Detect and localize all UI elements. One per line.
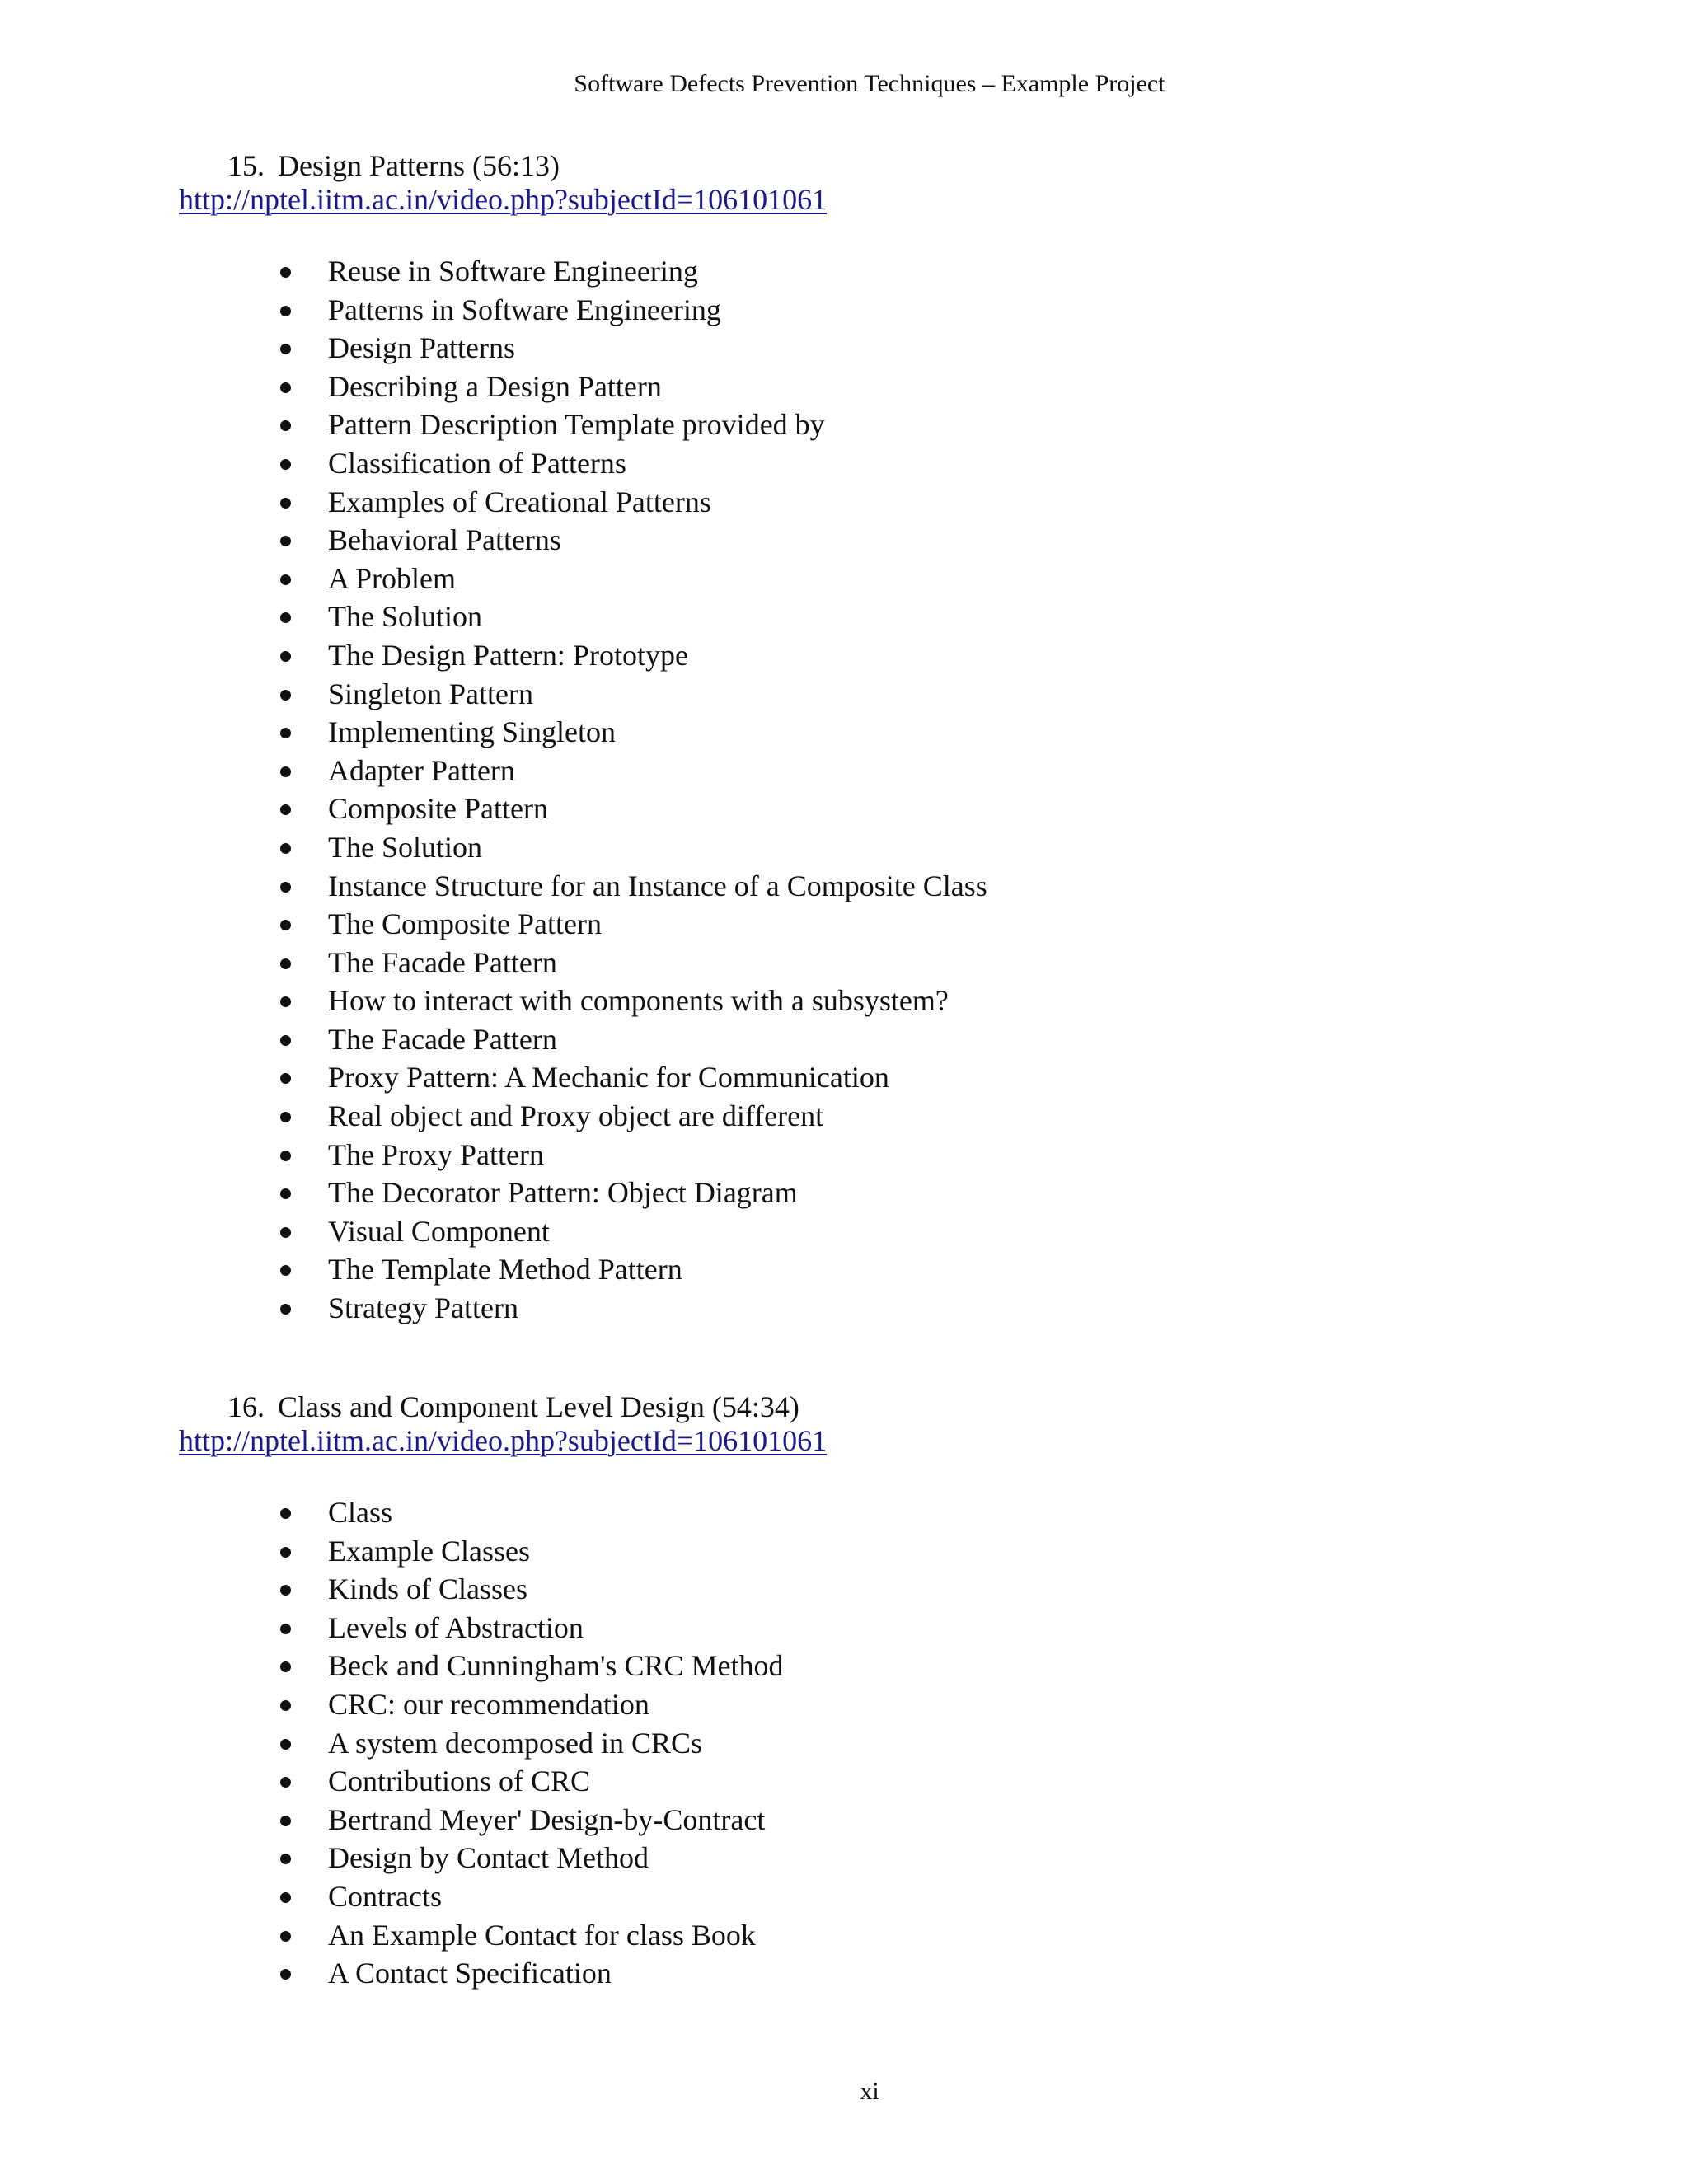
bullet-icon — [280, 1151, 291, 1161]
bullet-icon — [280, 1700, 291, 1711]
section-heading — [227, 1388, 799, 1426]
list-item-text: Example Classes — [328, 1534, 530, 1568]
list-item — [277, 867, 987, 906]
list-item-text: The Decorator Pattern: Object Diagram — [328, 1176, 798, 1210]
bullet-icon — [280, 1661, 291, 1672]
bullet-icon — [280, 1073, 291, 1084]
page-number: xi — [860, 2078, 879, 2105]
list-item-text: A Contact Specification — [328, 1957, 612, 1990]
bullet-icon — [280, 843, 291, 854]
list-item — [277, 368, 987, 406]
list-item-text: Reuse in Software Engineering — [328, 255, 698, 288]
bullet-icon — [280, 1931, 291, 1942]
list-item — [277, 598, 987, 636]
list-item-text: The Composite Pattern — [328, 907, 602, 941]
bullet-icon — [280, 382, 291, 393]
list-item — [277, 1493, 783, 1532]
list-item-text: Beck and Cunningham's CRC Method — [328, 1649, 784, 1683]
bullet-icon — [280, 1854, 291, 1864]
section-number: 15. — [227, 149, 265, 182]
list-item-text: Contracts — [328, 1879, 442, 1913]
list-item — [277, 521, 987, 560]
section-video-link[interactable]: http://nptel.iitm.ac.in/video.php?subjectId=106101061 — [179, 1424, 828, 1457]
list-item-text: The Facade Pattern — [328, 945, 557, 979]
bullet-icon — [280, 958, 291, 969]
bullet-icon — [280, 1624, 291, 1634]
bullet-icon — [280, 536, 291, 546]
bullet-icon — [280, 459, 291, 470]
section-heading — [227, 147, 560, 185]
bullet-icon — [280, 1265, 291, 1276]
list-item — [277, 560, 987, 598]
list-item — [277, 1801, 783, 1840]
list-item — [277, 1136, 987, 1174]
list-item-text: Class — [328, 1496, 393, 1529]
list-item — [277, 905, 987, 944]
list-item — [277, 291, 987, 330]
list-item-text: An Example Contact for class Book — [328, 1918, 756, 1952]
list-item — [277, 1839, 783, 1877]
list-item-text: Adapter Pattern — [328, 753, 515, 787]
list-item-text: A system decomposed in CRCs — [328, 1726, 703, 1760]
list-item — [277, 1532, 783, 1571]
bullet-icon — [280, 267, 291, 278]
list-item — [277, 1762, 783, 1801]
list-item-text: Pattern Description Template provided by — [328, 408, 825, 442]
bullet-icon — [280, 420, 291, 431]
topic-list — [277, 252, 987, 1328]
list-item-text: Design by Contact Method — [328, 1841, 649, 1875]
bullet-icon — [280, 574, 291, 585]
bullet-icon — [280, 1816, 291, 1826]
list-item-text: Real object and Proxy object are different — [328, 1099, 824, 1133]
list-item-text: Visual Component — [328, 1214, 550, 1248]
bullet-icon — [280, 1892, 291, 1903]
list-item-text: The Solution — [328, 830, 482, 864]
list-item — [277, 1685, 783, 1724]
list-item — [277, 675, 987, 714]
list-item-text: How to interact with components with a subsystem? — [328, 984, 949, 1018]
section-video-link[interactable]: http://nptel.iitm.ac.in/video.php?subjectId=106101061 — [179, 183, 828, 216]
running-header: Software Defects Prevention Techniques – Example Project — [574, 70, 1165, 97]
list-item-text: Contributions of CRC — [328, 1765, 591, 1798]
list-item — [277, 1097, 987, 1136]
bullet-icon — [280, 1035, 291, 1046]
topic-list — [277, 1493, 783, 1993]
bullet-icon — [280, 1777, 291, 1788]
list-item-text: Composite Pattern — [328, 792, 548, 826]
bullet-icon — [280, 1969, 291, 1980]
list-item — [277, 1877, 783, 1916]
list-item — [277, 1020, 987, 1059]
bullet-icon — [280, 1304, 291, 1315]
list-item-text: Kinds of Classes — [328, 1572, 528, 1606]
list-item-text: CRC: our recommendation — [328, 1687, 649, 1721]
section-title: Class and Component Level Design (54:34) — [278, 1390, 799, 1423]
list-item — [277, 252, 987, 291]
bullet-icon — [280, 498, 291, 509]
list-item — [277, 1289, 987, 1328]
list-item-text: Implementing Singleton — [328, 715, 616, 749]
bullet-icon — [280, 1547, 291, 1558]
bullet-icon — [280, 996, 291, 1007]
list-item — [277, 405, 987, 444]
list-item — [277, 1058, 987, 1097]
bullet-icon — [280, 612, 291, 623]
list-item — [277, 944, 987, 982]
bullet-icon — [280, 651, 291, 662]
list-item-text: Strategy Pattern — [328, 1291, 518, 1325]
list-item — [277, 1609, 783, 1647]
bullet-icon — [280, 690, 291, 701]
section-number: 16. — [227, 1390, 265, 1423]
list-item-text: Design Patterns — [328, 331, 515, 365]
bullet-icon — [280, 1508, 291, 1519]
list-item-text: Patterns in Software Engineering — [328, 293, 721, 326]
list-item — [277, 1250, 987, 1289]
bullet-icon — [280, 1112, 291, 1122]
list-item — [277, 713, 987, 752]
list-item — [277, 1954, 783, 1993]
list-item — [277, 790, 987, 828]
list-item — [277, 1174, 987, 1212]
list-item — [277, 752, 987, 790]
list-item — [277, 1724, 783, 1763]
list-item-text: The Facade Pattern — [328, 1022, 557, 1056]
bullet-icon — [280, 728, 291, 738]
bullet-icon — [280, 920, 291, 930]
bullet-icon — [280, 1188, 291, 1199]
list-item — [277, 1647, 783, 1685]
list-item-text: A Problem — [328, 561, 457, 595]
bullet-icon — [280, 766, 291, 777]
bullet-icon — [280, 344, 291, 354]
list-item — [277, 483, 987, 522]
list-item — [277, 329, 987, 368]
list-item-text: The Design Pattern: Prototype — [328, 638, 688, 672]
list-item — [277, 1212, 987, 1251]
list-item — [277, 1570, 783, 1609]
list-item-text: The Solution — [328, 600, 482, 634]
list-item-text: Levels of Abstraction — [328, 1610, 584, 1644]
bullet-icon — [280, 804, 291, 815]
list-item — [277, 444, 987, 483]
bullet-icon — [280, 882, 291, 893]
bullet-icon — [280, 1585, 291, 1596]
section-title: Design Patterns (56:13) — [278, 149, 560, 182]
bullet-icon — [280, 1739, 291, 1750]
bullet-icon — [280, 306, 291, 316]
list-item-text: Examples of Creational Patterns — [328, 485, 711, 518]
list-item — [277, 1916, 783, 1955]
list-item — [277, 982, 987, 1020]
list-item-text: Behavioral Patterns — [328, 523, 561, 557]
list-item-text: Bertrand Meyer' Design-by-Contract — [328, 1802, 766, 1836]
bullet-icon — [280, 1227, 291, 1238]
list-item-text: The Template Method Pattern — [328, 1253, 682, 1286]
list-item-text: Singleton Pattern — [328, 677, 533, 710]
list-item — [277, 828, 987, 867]
list-item-text: Proxy Pattern: A Mechanic for Communication — [328, 1061, 889, 1094]
list-item-text: Classification of Patterns — [328, 446, 626, 480]
list-item — [277, 636, 987, 675]
list-item-text: The Proxy Pattern — [328, 1137, 544, 1171]
list-item-text: Instance Structure for an Instance of a Composite Class — [328, 869, 987, 902]
list-item-text: Describing a Design Pattern — [328, 369, 662, 403]
